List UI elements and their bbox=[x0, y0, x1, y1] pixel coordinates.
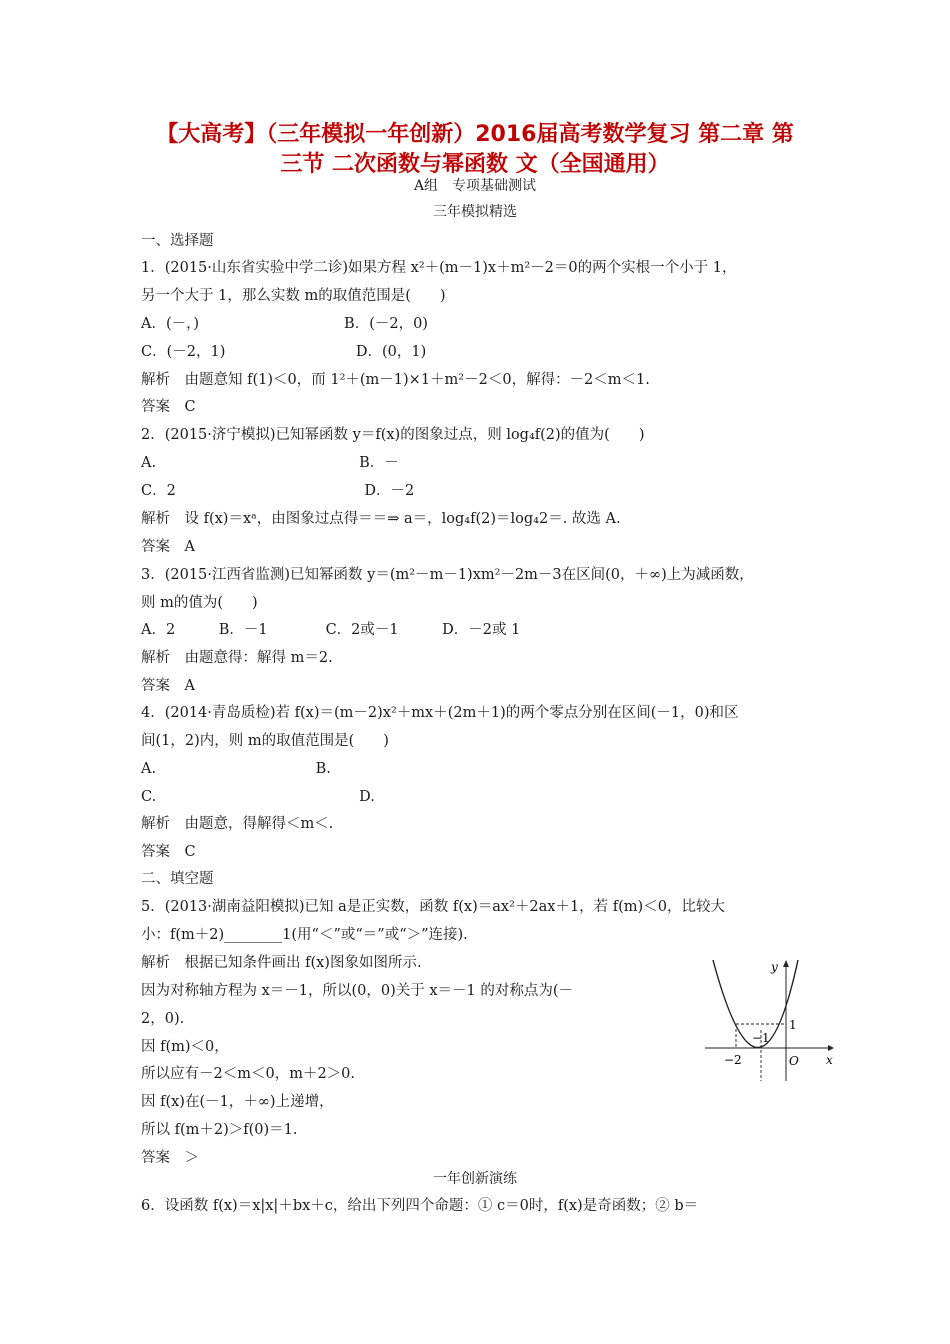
graph-label-neg-one: −1 bbox=[752, 1031, 770, 1045]
title-line-1: 【大高考】（三年模拟一年创新）2016届高考数学复习 第二章 第 bbox=[156, 122, 794, 147]
text-line: 间(1，2)内，则 m的取值范围是( ) bbox=[141, 733, 389, 749]
text-line: 小：f(m＋2)________1(用“＜”或“＝”或“＞”连接). bbox=[141, 927, 468, 943]
section-heading-one-year: 一年创新演练 bbox=[433, 1171, 517, 1187]
text-line: 因 f(m)＜0， bbox=[141, 1039, 229, 1055]
text-line: 解析 由题意，得解得＜m＜. bbox=[141, 816, 334, 832]
text-line: C．2 D．－2 bbox=[141, 483, 415, 499]
text-line: 则 m的值为( ) bbox=[141, 595, 258, 611]
text-line: A. B．－ bbox=[141, 455, 399, 471]
text-line: A．2 B．－1 C．2或－1 D．－2或 1 bbox=[141, 622, 521, 638]
text-line: 2．(2015·济宁模拟)已知幂函数 y＝f(x)的图象过点，则 log₄f(2)的值为( ) bbox=[141, 427, 645, 443]
text-line: 解析 根据已知条件画出 f(x)图象如图所示. bbox=[141, 955, 422, 971]
document-title bbox=[120, 120, 830, 180]
text-line: 因 f(x)在(－1，＋∞)上递增， bbox=[141, 1094, 334, 1110]
text-line: 3．(2015·江西省监测)已知幂函数 y＝(m²－m－1)xm²－2m－3在区间(0，＋∞)上为减函数， bbox=[141, 567, 754, 583]
graph-label-origin: O bbox=[789, 1054, 799, 1068]
text-line: A．(－，) B．(－2，0) bbox=[141, 316, 428, 332]
section-heading-three-year: 三年模拟精选 bbox=[433, 204, 517, 220]
question-6-text: 6．设函数 f(x)＝x|x|＋bx＋c，给出下列四个命题：① c＝0时，f(x)是奇函数；② b＝ bbox=[141, 1198, 699, 1214]
graph-label-x: x bbox=[826, 1053, 833, 1067]
parabola-graph bbox=[700, 955, 840, 1085]
text-line: 1．(2015·山东省实验中学二诊)如果方程 x²＋(m－1)x＋m²－2＝0的两个实根一个小于 1， bbox=[141, 260, 737, 276]
title-line-2: 三节 二次函数与幂函数 文（全国通用） bbox=[280, 152, 670, 177]
x-axis-arrow-icon bbox=[828, 1045, 834, 1051]
text-line: 4．(2014·青岛质检)若 f(x)＝(m－2)x²＋mx＋(2m＋1)的两个零点分别在区间(－1，0)和区 bbox=[141, 705, 739, 721]
graph-label-y: y bbox=[771, 960, 778, 974]
text-line: 解析 由题意得：解得 m＝2. bbox=[141, 650, 333, 666]
text-line: 二、填空题 bbox=[141, 871, 214, 887]
group-label: A组 专项基础测试 bbox=[413, 178, 537, 194]
text-line: 答案 ＞ bbox=[141, 1150, 199, 1166]
graph-label-one: 1 bbox=[789, 1018, 797, 1032]
text-line: 解析 设 f(x)＝xᵃ，由图象过点得＝＝⇒ a＝，log₄f(2)＝log₄2＝. 故选 A. bbox=[141, 511, 621, 527]
text-line: 另一个大于 1，那么实数 m的取值范围是( ) bbox=[141, 288, 446, 304]
text-line: 2，0). bbox=[141, 1011, 185, 1027]
text-line: C．(－2，1) D．(0，1) bbox=[141, 344, 427, 360]
text-line: 答案 C bbox=[141, 399, 196, 415]
text-line: A. B. bbox=[141, 761, 331, 777]
text-line: 所以应有－2＜m＜0，m＋2＞0. bbox=[141, 1066, 356, 1082]
y-axis-arrow-icon bbox=[783, 960, 789, 967]
graph-label-neg-two: −2 bbox=[724, 1053, 742, 1067]
text-line: 解析 由题意知 f(1)＜0，而 1²＋(m－1)×1＋m²－2＜0，解得：－2＜m＜1. bbox=[141, 372, 650, 388]
text-line: 答案 C bbox=[141, 844, 196, 860]
text-line: 所以 f(m＋2)＞f(0)＝1. bbox=[141, 1122, 298, 1138]
text-line: 5．(2013·湖南益阳模拟)已知 a是正实数，函数 f(x)＝ax²＋2ax＋1，若 f(m)＜0，比较大 bbox=[141, 899, 725, 915]
text-line: C. D. bbox=[141, 789, 375, 805]
text-line: 一、选择题 bbox=[141, 233, 214, 249]
text-line: 答案 A bbox=[141, 539, 195, 555]
text-line: 因为对称轴方程为 x＝－1，所以(0，0)关于 x＝－1 的对称点为(－ bbox=[141, 983, 574, 999]
text-line: 答案 A bbox=[141, 678, 195, 694]
